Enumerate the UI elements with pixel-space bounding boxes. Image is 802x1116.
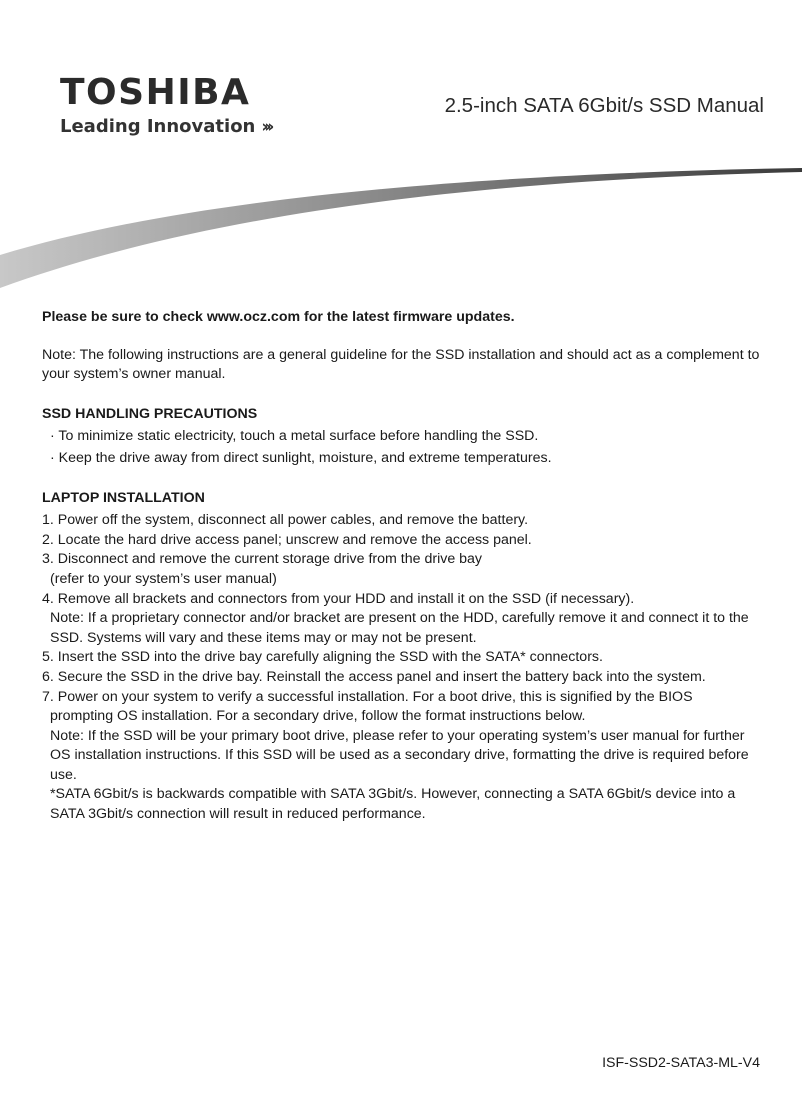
handling-bullet: · Keep the drive away from direct sunlight, moisture, and extreme temperatures. <box>50 449 552 466</box>
step-1: 1. Power off the system, disconnect all power cables, and remove the battery. <box>42 512 529 529</box>
laptop-heading: LAPTOP INSTALLATION <box>42 489 205 506</box>
brand-name: TOSHIBA <box>60 72 251 113</box>
decorative-swoosh <box>0 160 802 295</box>
step-7-note: Note: If the SSD will be your primary boot drive, please refer to your operating system’s user manual for further OS installation instructions. If this SSD will be used as a secondary drive, formatting the drive is required before use. <box>50 727 749 783</box>
step-2: 2. Locate the hard drive access panel; unscrew and remove the access panel. <box>42 531 532 548</box>
step-4-note: Note: If a proprietary connector and/or bracket are present on the HDD, carefully remove it and connect it to the SSD. Systems will vary and these items may or may not be present. <box>50 610 749 646</box>
step-7: 7. Power on your system to verify a successful installation. For a boot drive, this is signified by the BIOS <box>42 688 693 705</box>
handling-heading: SSD HANDLING PRECAUTIONS <box>42 405 258 422</box>
handling-bullet: · To minimize static electricity, touch a metal surface before handling the SSD. <box>50 428 539 445</box>
toshiba-logo <box>60 74 270 138</box>
firmware-notice: Please be sure to check www.ocz.com for the latest firmware updates. <box>42 309 515 325</box>
step-4: 4. Remove all brackets and connectors from your HDD and install it on the SSD (if necessary). <box>42 590 635 607</box>
intro-note: Note: The following instructions are a general guideline for the SSD installation and should act as a complement to your system’s owner manual. <box>42 346 760 383</box>
step-6: 6. Secure the SSD in the drive bay. Reinstall the access panel and insert the battery back into the system. <box>42 668 706 685</box>
document-code: ISF-SSD2-SATA3-ML-V4 <box>602 1055 760 1071</box>
manual-content <box>42 308 764 825</box>
step-3-sub: (refer to your system’s user manual) <box>50 570 277 587</box>
step-3: 3. Disconnect and remove the current storage drive from the drive bay <box>42 551 483 568</box>
step-5: 5. Insert the SSD into the drive bay carefully aligning the SSD with the SATA* connectors. <box>42 649 603 666</box>
sata-note: *SATA 6Gbit/s is backwards compatible with SATA 3Gbit/s. However, connecting a SATA 6Gbit/s device into a SATA 3Gbit/s connection will result in reduced performance. <box>50 786 736 823</box>
step-7-continued: prompting OS installation. For a secondary drive, follow the format instructions below. <box>50 708 586 725</box>
installation-steps <box>42 511 764 825</box>
tagline-text: Leading Innovation <box>60 116 256 137</box>
document-title: 2.5-inch SATA 6Gbit/s SSD Manual <box>444 94 764 117</box>
brand-tagline <box>60 116 270 138</box>
chevrons-icon: ››› <box>261 117 271 137</box>
